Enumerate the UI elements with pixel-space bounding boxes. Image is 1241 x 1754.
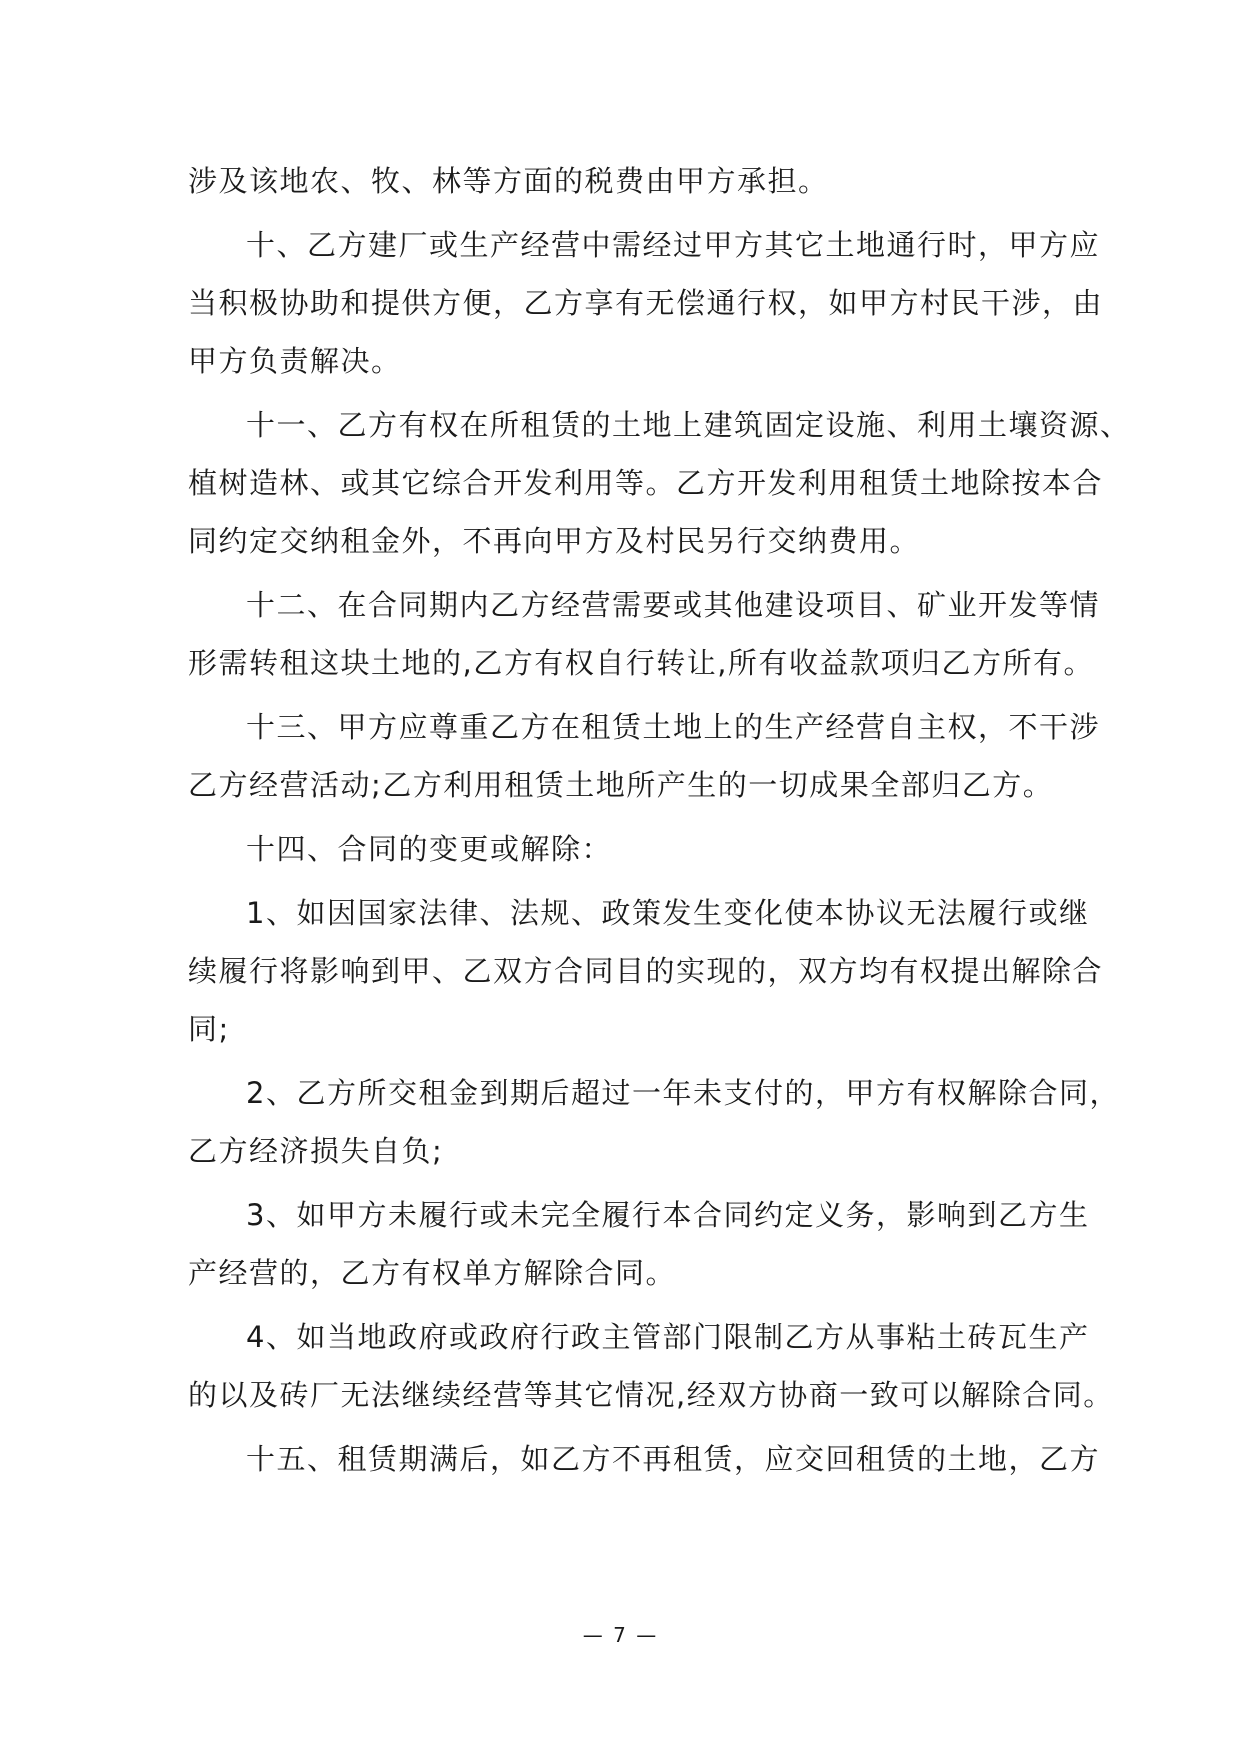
contract-paragraph — [188, 576, 1101, 692]
contract-paragraph — [188, 1064, 1120, 1180]
paragraph-line: 乙方经营活动;乙方利用租赁土地所产生的一切成果全部归乙方。 — [188, 768, 1054, 802]
contract-paragraph — [188, 820, 1068, 878]
paragraph-line: 3、如甲方未履行或未完全履行本合同约定义务，影响到乙方生 — [246, 1198, 1090, 1232]
paragraph-line: 同约定交纳租金外，不再向甲方及村民另行交纳费用。 — [188, 524, 921, 558]
paragraph-line: 续履行将影响到甲、乙双方合同目的实现的，双方均有权提出解除合 — [188, 954, 1104, 988]
contract-paragraph — [188, 396, 1131, 570]
contract-paragraph — [188, 152, 1068, 210]
contract-paragraph — [188, 1186, 1090, 1302]
paragraph-line: 当积极协助和提供方便，乙方享有无偿通行权，如甲方村民干涉，由 — [188, 286, 1104, 320]
paragraph-line: 2、乙方所交租金到期后超过一年未支付的，甲方有权解除合同， — [246, 1076, 1120, 1110]
paragraph-line: 产经营的，乙方有权单方解除合同。 — [188, 1256, 677, 1290]
paragraph-line: 十二、在合同期内乙方经营需要或其他建设项目、矿业开发等情 — [246, 588, 1101, 622]
paragraph-line: 十三、甲方应尊重乙方在租赁土地上的生产经营自主权，不干涉 — [246, 710, 1101, 744]
paragraph-line: 同; — [188, 1012, 230, 1046]
contract-paragraph — [188, 1430, 1101, 1488]
paragraph-line: 1、如因国家法律、法规、政策发生变化使本协议无法履行或继 — [246, 896, 1090, 930]
contract-paragraph — [188, 884, 1104, 1058]
contract-body-text — [188, 152, 1131, 1494]
paragraph-line: 十、乙方建厂或生产经营中需经过甲方其它土地通行时，甲方应 — [246, 228, 1101, 262]
contract-paragraph — [188, 216, 1104, 390]
paragraph-line: 乙方经济损失自负; — [188, 1134, 444, 1168]
paragraph-line: 4、如当地政府或政府行政主管部门限制乙方从事粘土砖瓦生产 — [246, 1320, 1090, 1354]
paragraph-line: 十五、租赁期满后，如乙方不再租赁，应交回租赁的土地，乙方 — [246, 1442, 1101, 1476]
paragraph-line: 十四、合同的变更或解除： — [246, 832, 613, 866]
paragraph-line: 形需转租这块土地的,乙方有权自行转让,所有收益款项归乙方所有。 — [188, 646, 1094, 680]
paragraph-line: 十一、乙方有权在所租赁的土地上建筑固定设施、利用土壤资源、 — [246, 408, 1131, 442]
paragraph-line: 甲方负责解决。 — [188, 344, 402, 378]
contract-paragraph — [188, 1308, 1114, 1424]
paragraph-line: 植树造林、或其它综合开发利用等。乙方开发利用租赁土地除按本合 — [188, 466, 1104, 500]
paragraph-line: 的以及砖厂无法继续经营等其它情况,经双方协商一致可以解除合同。 — [188, 1378, 1114, 1412]
contract-paragraph — [188, 698, 1101, 814]
paragraph-line: 涉及该地农、牧、林等方面的税费由甲方承担。 — [188, 164, 829, 198]
page-number: — 7 — — [582, 1623, 659, 1647]
